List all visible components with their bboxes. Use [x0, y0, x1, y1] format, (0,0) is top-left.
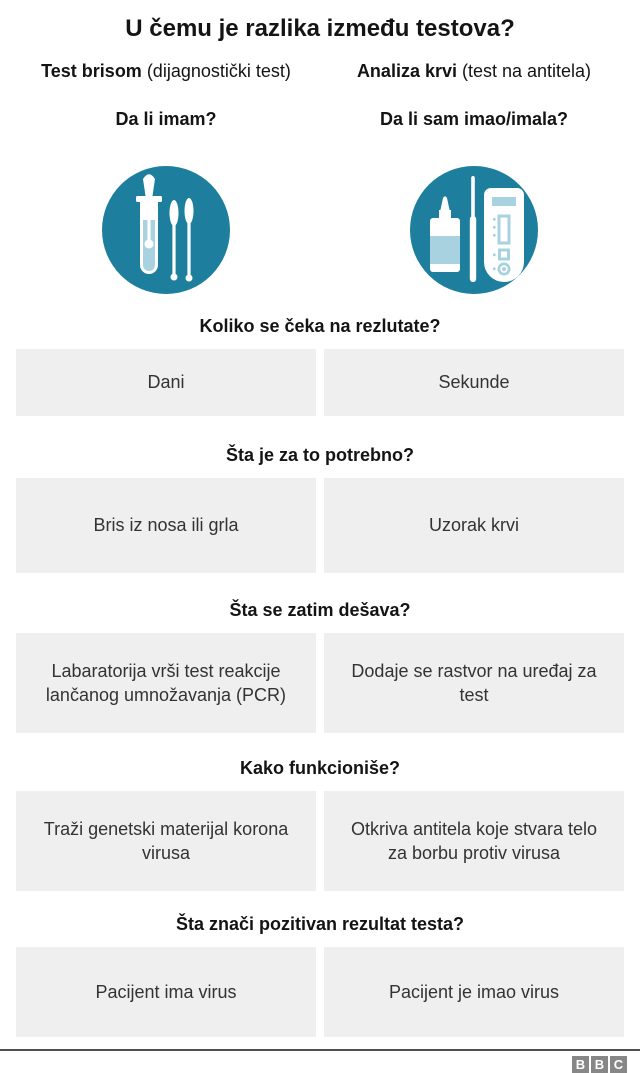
qa-section: [0, 599, 640, 733]
bbc-logo-block: B: [572, 1056, 589, 1073]
qa-section: [0, 757, 640, 891]
page-title: U čemu je razlika između testova?: [125, 15, 515, 42]
column-questions: [0, 98, 640, 130]
column-title-blood-bold: Analiza krvi: [356, 60, 457, 81]
qa-section: [0, 444, 640, 573]
qa-section: [0, 913, 640, 1037]
answer-box-swab: [16, 633, 316, 733]
answer-row: [0, 791, 640, 891]
answer-row: [0, 478, 640, 573]
column-title-swab-bold: Test brisom: [41, 60, 142, 81]
answer-text: Bris iz nosa ili grla: [93, 515, 239, 536]
answer-text: Otkriva antitela koje stvara telo za borbu protiv virusa: [350, 818, 598, 863]
column-title-blood-rest: (test na antitela): [456, 60, 592, 81]
answer-text: Uzorak krvi: [428, 515, 519, 536]
answer-box-swab: [16, 791, 316, 891]
answer-text: Pacijent ima virus: [95, 981, 237, 1002]
answer-row: [0, 947, 640, 1037]
answer-text: Traži genetski materijal korona virusa: [43, 818, 289, 863]
icons-row: [0, 146, 640, 294]
section-question: Šta je za to potrebno?: [225, 444, 414, 465]
answer-row: [0, 349, 640, 416]
column-question-blood: Da li sam imao/imala?: [379, 108, 569, 129]
column-question-swab: Da li imam?: [115, 108, 217, 129]
column-title-swab: [16, 60, 316, 82]
qa-section: [0, 315, 640, 416]
answer-text: Dodaje se rastvor na uređaj za test: [351, 660, 597, 705]
answer-text: Labaratorija vrši test reakcije lančanog umnožavanja (PCR): [45, 660, 287, 705]
section-question: Kako funkcioniše?: [239, 757, 401, 778]
answer-box-blood: [324, 478, 624, 573]
answer-box-swab: [16, 947, 316, 1037]
section-question: Šta znači pozitivan rezultat testa?: [175, 913, 465, 934]
answer-text: Sekunde: [438, 372, 510, 393]
swab-test-icon: [16, 166, 316, 294]
answer-text: Dani: [147, 372, 185, 393]
column-title-blood: [324, 60, 624, 82]
answer-row: [0, 633, 640, 733]
answer-box-blood: [324, 947, 624, 1037]
answer-box-swab: [16, 478, 316, 573]
answer-box-blood: [324, 633, 624, 733]
blood-test-icon: [324, 166, 624, 294]
column-headers: [0, 60, 640, 82]
answer-text: Pacijent je imao virus: [388, 981, 560, 1002]
answer-box-blood: [324, 349, 624, 416]
column-title-swab-rest: (dijagnostički test): [141, 60, 291, 81]
section-question: Koliko se čeka na rezlutate?: [199, 315, 441, 336]
section-question: Šta se zatim dešava?: [229, 599, 411, 620]
answer-box-swab: [16, 349, 316, 416]
bbc-logo-block: C: [610, 1056, 627, 1073]
bbc-logo-block: B: [591, 1056, 608, 1073]
footer-divider: [0, 1049, 640, 1051]
bbc-logo: [0, 1056, 627, 1073]
qa-sections: [0, 315, 640, 1037]
answer-box-blood: [324, 791, 624, 891]
